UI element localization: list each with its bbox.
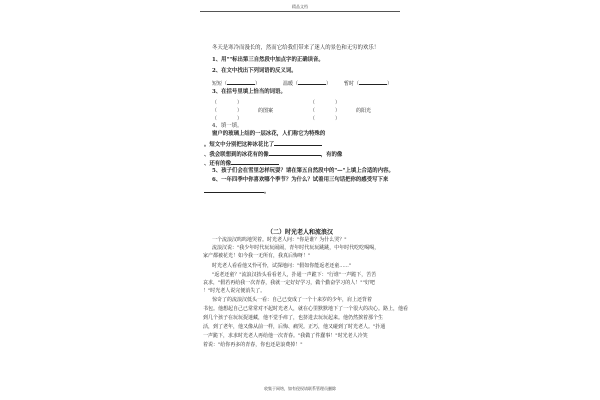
question-6: 6、一年四季中你喜欢哪个季节？为什么？试着用三句话把你的感受写下来 (212, 177, 389, 183)
page-header: 精品文档 (292, 4, 308, 9)
q6-blank[interactable] (204, 187, 264, 193)
paragraph-line: 家产都被花光！如今我一无所有，我真后悔呀！" (203, 253, 311, 259)
antonym-3-blank[interactable] (359, 79, 387, 85)
q4-line-3b-text: ，有的像 (320, 152, 343, 158)
antonym-3-label: 暂时（ (344, 81, 360, 87)
q4-line-2 (204, 140, 322, 149)
antonym-3: 暂时（ ） (344, 81, 393, 87)
paragraph-line: 时光老人看看他又怜可怜，试探地问："假如你能返老还童......" (212, 263, 352, 269)
question-4: 4、填一填。 (212, 123, 243, 129)
paragraph-line: ！"时光老人说完便消失了。 (203, 288, 266, 294)
q4-line-1: 窗户的玻璃上结的一层冰花，人们称它为特殊的 (212, 131, 326, 137)
antonym-2-label: 温暖（ (283, 81, 299, 87)
page-footer: 收集于网络，如有侵权请联系管理员删除 (264, 386, 336, 391)
paragraph-line: 书包。他想起自己已常常对不起时光老人，就在心里默默地下了一个很大的决心。路上，他看 (203, 306, 409, 312)
q6-answer-line (204, 187, 269, 196)
paragraph-line: 哀求，"假若再给我一次青春，我就一定好好学习，做个勤奋学习的人！""好吧 (203, 280, 375, 286)
paragraph-line: 着说："给你再多的青春，你也还是浪费掉！" (203, 342, 303, 348)
question-2: 2、在文中找出下列词语的反义词。 (212, 68, 297, 74)
question-3: 3、在括号里填上恰当的词语。 (212, 89, 286, 95)
antonym-2-blank[interactable] (298, 79, 326, 85)
paragraph-line: 到几个孩子在玩玩捉迷藏，他不觉手痒了，也挤进去玩玩起来。他仍然挨着那个生 (203, 315, 384, 321)
q4-line-3-text: 、我会联想到的冰花有的像 (204, 152, 269, 158)
q4-blank[interactable] (269, 150, 321, 156)
paragraph-line: 一声跪下，求求时光老人再给他一次青春。"我做了件蠢事！"时光老人冷笑 (203, 333, 368, 339)
header-rule (200, 11, 400, 12)
fill-word-1: 的图案 (258, 108, 274, 114)
paren-blank[interactable]: （ ） (212, 100, 243, 106)
paren-blank[interactable]: （ ） (310, 116, 341, 122)
paren-blank[interactable]: （ ） (212, 116, 243, 122)
question-1: 1、用""标出第三自然段中加点字的正确读音。 (212, 57, 324, 63)
antonym-1-blank[interactable] (227, 79, 255, 85)
paragraph-line: 流浪汉说："我少年时代玩玩闹闹，青年时代玩玩跳跳，中年时代吃吃喝喝， (212, 245, 380, 251)
q6-end: 。 (264, 189, 270, 195)
question-5: 5、孩子们会在雪里怎样玩耍？请在第五自然段中的"—"上填上合适的内容。 (212, 168, 394, 174)
intro-text: 冬天是寒冷而漫长的，然而它给我们带来了迷人的景色和无穷的欢乐！ (212, 45, 380, 51)
antonym-2: 温暖（ ） (283, 81, 332, 87)
paragraph-line: 惊奇了的流浪汉低头一看：自己已变成了一个十来岁的少年，肩上还背着 (212, 297, 373, 303)
antonym-1-label: 短短（ (212, 81, 228, 87)
q4-line-4 (204, 159, 279, 168)
fill-word-2: 的阳光 (356, 108, 372, 114)
antonym-1: 短短（ ） (212, 81, 261, 87)
q4-blank[interactable] (231, 159, 279, 165)
paragraph-line: "返老还童？"流浪汉抬头看看老人，扑通一声跪下："行谁"一声跪下，苦苦 (212, 272, 377, 278)
q4-line-4-text: 、还有的像 (204, 161, 231, 167)
q4-line-2-text: 。短文中分别把这种冰花比了 (204, 142, 275, 148)
paren-blank[interactable]: （ ） (310, 108, 341, 114)
paren-blank[interactable]: （ ） (310, 100, 341, 106)
paragraph-line: 一个流浪汉呜呜地哭着。时光老人问："你是谁？为什么哭？" (212, 237, 347, 243)
section-title: （二）时光老人和流浪汉 (266, 229, 333, 236)
q4-blank[interactable] (274, 140, 322, 146)
paren-blank[interactable]: （ ） (212, 108, 243, 114)
q4-line-3 (204, 150, 342, 159)
paragraph-line: 活，到了老年，他又像从前一样，后悔、痛哭。正巧，他又碰到了时光老人。"扑通 (203, 324, 386, 330)
